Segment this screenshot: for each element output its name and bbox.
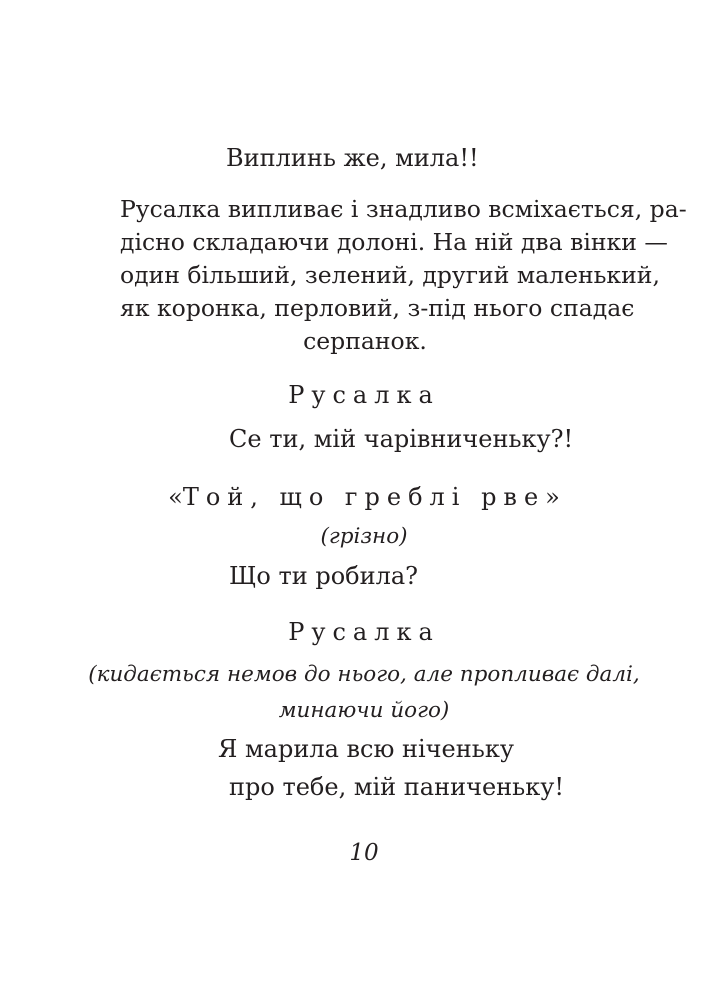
dialogue-line: про тебе, мій паниченьку! <box>229 773 564 801</box>
stage-remark-line: минаючи його) <box>278 698 450 723</box>
speaker-name <box>0 482 728 512</box>
speaker-quote-open: « <box>168 483 183 511</box>
speaker-name-text: Той, що греблі рве <box>182 483 546 511</box>
stage-direction-line: серпанок. <box>303 327 427 355</box>
speaker-quote-close: » <box>545 483 560 511</box>
opening-dialogue-line: Виплинь же, мила!! <box>226 144 479 172</box>
speaker-name: Русалка <box>288 618 440 646</box>
stage-remark-line: (кидається немов до нього, але пропливає далі, <box>88 662 640 687</box>
stage-remark: (грізно) <box>320 524 408 549</box>
stage-direction-line: Русалка випливає і знадливо всміхається, ра- <box>120 195 687 223</box>
page-number: 10 <box>349 840 379 866</box>
stage-direction-line: дісно складаючи долоні. На ній два вінки — <box>120 228 668 256</box>
dialogue-line: Я марила всю ніченьку <box>218 735 514 763</box>
dialogue-line: Се ти, мій чарівниченьку?! <box>229 425 574 453</box>
speaker-name: Русалка <box>288 381 440 409</box>
stage-direction-line: як коронка, перловий, з-під нього спадає <box>120 294 635 322</box>
dialogue-line: Що ти робила? <box>229 562 419 590</box>
stage-direction-line: один більший, зелений, другий маленький, <box>120 261 660 289</box>
